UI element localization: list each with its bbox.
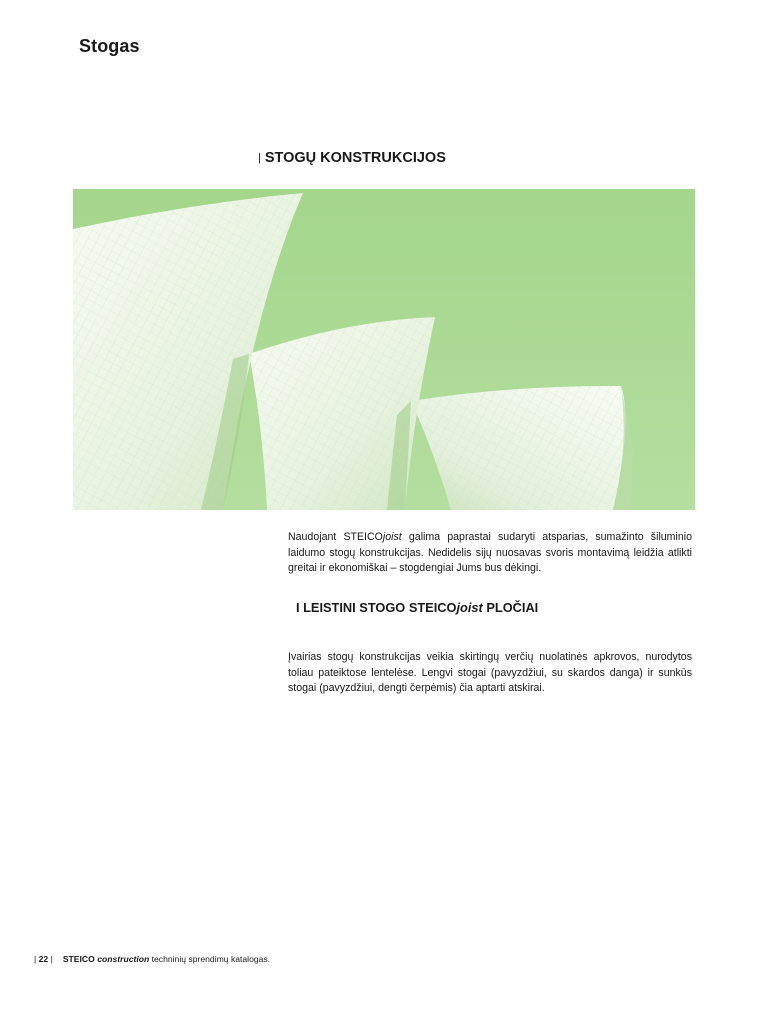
footer-bar-right: | bbox=[50, 954, 53, 964]
heading-2-italic: joist bbox=[456, 600, 483, 615]
page-footer bbox=[34, 954, 270, 964]
hero-illustration bbox=[73, 189, 695, 510]
page-number: 22 bbox=[36, 954, 51, 964]
intro-text-italic: joist bbox=[382, 531, 402, 543]
heading-2-suffix: PLOČIAI bbox=[482, 600, 539, 615]
heading-2-prefix: I LEISTINI STOGO STEICO bbox=[296, 600, 457, 615]
intro-text-start: Naudojant STEICO bbox=[288, 531, 383, 543]
hero-image-shells bbox=[73, 189, 695, 510]
heading-roof-constructions bbox=[258, 150, 446, 166]
footer-product: construction bbox=[97, 954, 150, 964]
footer-description: techninių sprendimų katalogas. bbox=[151, 954, 271, 964]
heading-marker: | bbox=[258, 152, 261, 164]
intro-text-end: galima paprastai sudaryti atsparias, sumažinto šiluminio laidumo stogų konstrukcijas. Nedidelis sijų nuosavas svoris montavimą leidžia atlikti greitai ir ekonomiškai – stogdengiai Jums bus dėkingi. bbox=[288, 531, 692, 574]
heading-1-text: STOGŲ KONSTRUKCIJOS bbox=[264, 150, 446, 166]
loads-paragraph: Įvairias stogų konstrukcijas veikia skirtingų verčių nuolatinės apkrovos, nurodytos toliau pateiktose lentelėse. Lengvi stogai (pavyzdžiui, su skardos danga) ir sunkūs stogai (pavyzdžiui, dengti čerpėmis) čia aptarti atskirai. bbox=[288, 651, 692, 694]
heading-allowed-spans bbox=[296, 600, 538, 615]
footer-brand: STEICO bbox=[62, 954, 95, 964]
section-title: Stogas bbox=[79, 36, 140, 56]
footer-bar-left: | bbox=[34, 954, 37, 964]
intro-paragraph bbox=[288, 530, 692, 577]
